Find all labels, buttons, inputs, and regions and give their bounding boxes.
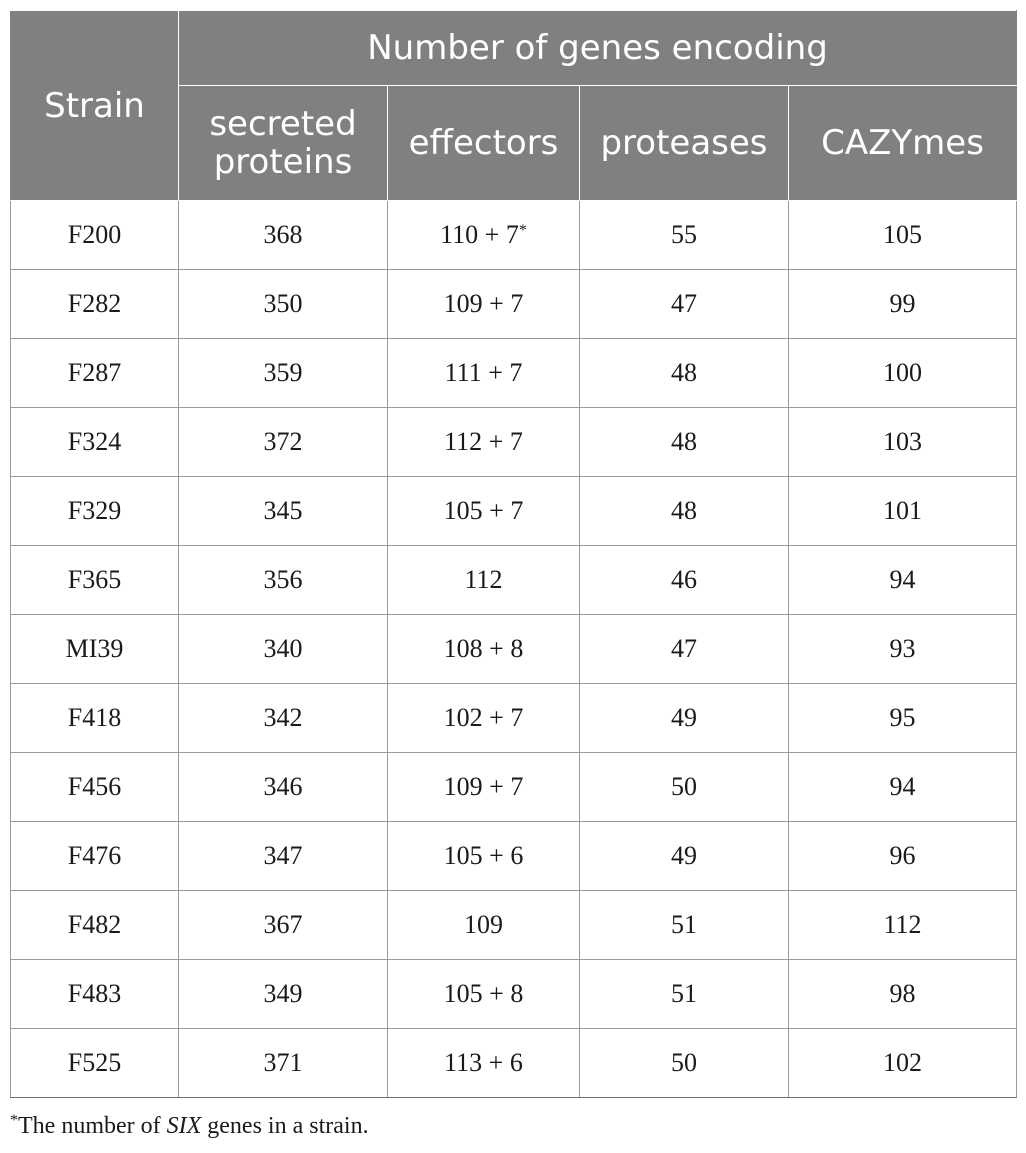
- cell-effectors: [388, 546, 580, 615]
- cell-secreted-proteins-value: 368: [263, 220, 303, 249]
- cell-cazymes-value: 100: [883, 358, 922, 387]
- cell-secreted-proteins: [179, 339, 388, 408]
- cell-proteases-value: 48: [671, 496, 697, 525]
- table-row: [11, 960, 1017, 1029]
- cell-effectors: [388, 477, 580, 546]
- cell-secreted-proteins-value: 347: [263, 841, 303, 870]
- cell-proteases: [580, 753, 789, 822]
- cell-proteases: [580, 546, 789, 615]
- cell-strain-value: F287: [67, 358, 122, 387]
- cell-proteases: [580, 270, 789, 339]
- cell-strain-value: F476: [67, 841, 122, 870]
- cell-strain: [11, 684, 179, 753]
- cell-cazymes: [789, 960, 1017, 1029]
- cell-proteases-value: 48: [671, 427, 697, 456]
- cell-cazymes: [789, 201, 1017, 270]
- cell-effectors: [388, 408, 580, 477]
- cell-proteases-value: 51: [671, 979, 697, 1008]
- cell-effectors: [388, 684, 580, 753]
- footnote-text-before: The number of: [18, 1113, 167, 1139]
- cell-secreted-proteins-value: 342: [263, 703, 303, 732]
- table-row: [11, 1029, 1017, 1098]
- footnote-mark: *: [10, 1112, 18, 1129]
- table-row: [11, 408, 1017, 477]
- cell-cazymes-value: 94: [889, 772, 916, 801]
- cell-strain: [11, 960, 179, 1029]
- header-secreted-proteins: secreted proteins: [179, 86, 388, 201]
- cell-cazymes-value: 99: [889, 289, 916, 318]
- table-row: [11, 891, 1017, 960]
- cell-cazymes-value: 98: [889, 979, 916, 1008]
- cell-cazymes-value: 112: [883, 910, 922, 939]
- cell-effectors: [388, 891, 580, 960]
- cell-secreted-proteins: [179, 891, 388, 960]
- cell-proteases-value: 50: [671, 1048, 697, 1077]
- cell-strain: [11, 477, 179, 546]
- cell-effectors: [388, 1029, 580, 1098]
- footnote: [10, 1112, 369, 1140]
- cell-strain-value: F482: [67, 910, 122, 939]
- table-row: [11, 477, 1017, 546]
- cell-effectors: [388, 822, 580, 891]
- cell-secreted-proteins: [179, 615, 388, 684]
- cell-secreted-proteins-value: 349: [263, 979, 303, 1008]
- cell-proteases-value: 47: [671, 634, 697, 663]
- cell-secreted-proteins: [179, 822, 388, 891]
- cell-proteases: [580, 684, 789, 753]
- cell-effectors-value: 105 + 7: [443, 496, 524, 525]
- cell-effectors-value: 102 + 7: [443, 703, 524, 732]
- cell-cazymes-value: 103: [883, 427, 922, 456]
- table-row: [11, 684, 1017, 753]
- cell-strain-value: F365: [67, 565, 122, 594]
- cell-proteases: [580, 615, 789, 684]
- cell-proteases: [580, 1029, 789, 1098]
- cell-secreted-proteins: [179, 408, 388, 477]
- cell-effectors-value: 110 + 7: [440, 220, 519, 249]
- cell-secreted-proteins-value: 345: [263, 496, 303, 525]
- header-cazymes: CAZYmes: [789, 86, 1017, 201]
- cell-proteases: [580, 408, 789, 477]
- cell-effectors-value: 105 + 8: [443, 979, 524, 1008]
- table-row: [11, 753, 1017, 822]
- header-group: Number of genes encoding: [179, 11, 1017, 86]
- cell-proteases-value: 47: [671, 289, 697, 318]
- cell-strain: [11, 891, 179, 960]
- cell-cazymes-value: 96: [889, 841, 916, 870]
- cell-cazymes-value: 105: [883, 220, 922, 249]
- cell-proteases-value: 55: [671, 220, 697, 249]
- cell-effectors-value: 113 + 6: [444, 1048, 523, 1077]
- cell-cazymes: [789, 891, 1017, 960]
- cell-cazymes: [789, 477, 1017, 546]
- cell-secreted-proteins: [179, 546, 388, 615]
- table-row: [11, 615, 1017, 684]
- cell-secreted-proteins: [179, 684, 388, 753]
- cell-effectors: [388, 960, 580, 1029]
- cell-proteases: [580, 822, 789, 891]
- cell-proteases-value: 49: [671, 841, 697, 870]
- cell-strain: [11, 270, 179, 339]
- cell-cazymes: [789, 408, 1017, 477]
- cell-secreted-proteins: [179, 477, 388, 546]
- table-body: [11, 201, 1017, 1098]
- cell-strain-value: F418: [67, 703, 122, 732]
- cell-cazymes: [789, 339, 1017, 408]
- cell-effectors-value: 109 + 7: [443, 289, 524, 318]
- cell-proteases: [580, 339, 789, 408]
- cell-effectors: [388, 753, 580, 822]
- cell-proteases: [580, 201, 789, 270]
- cell-proteases: [580, 960, 789, 1029]
- cell-effectors: [388, 615, 580, 684]
- cell-effectors: [388, 201, 580, 270]
- header-proteases: proteases: [580, 86, 789, 201]
- cell-effectors: [388, 270, 580, 339]
- header-effectors: effectors: [388, 86, 580, 201]
- cell-strain-value: F525: [67, 1048, 122, 1077]
- cell-proteases-value: 48: [671, 358, 697, 387]
- cell-strain: [11, 822, 179, 891]
- table-header: [11, 11, 1017, 201]
- cell-strain-value: F456: [67, 772, 122, 801]
- cell-cazymes-value: 101: [883, 496, 922, 525]
- cell-strain-value: F324: [67, 427, 122, 456]
- cell-secreted-proteins-value: 356: [263, 565, 303, 594]
- cell-secreted-proteins-value: 367: [263, 910, 303, 939]
- table-row: [11, 270, 1017, 339]
- cell-effectors-value: 109 + 7: [443, 772, 524, 801]
- cell-proteases: [580, 891, 789, 960]
- cell-proteases-value: 50: [671, 772, 697, 801]
- cell-cazymes-value: 95: [889, 703, 916, 732]
- cell-effectors: [388, 339, 580, 408]
- cell-strain-value: F329: [67, 496, 122, 525]
- cell-effectors-value: 112: [464, 565, 503, 594]
- cell-strain: [11, 201, 179, 270]
- effectors-footnote-mark: *: [518, 222, 527, 239]
- table-row: [11, 546, 1017, 615]
- cell-cazymes: [789, 753, 1017, 822]
- cell-effectors-value: 105 + 6: [443, 841, 524, 870]
- cell-proteases-value: 49: [671, 703, 697, 732]
- data-table-container: [10, 10, 1016, 1098]
- cell-strain: [11, 339, 179, 408]
- footnote-italic: SIX: [166, 1113, 202, 1139]
- cell-strain-value: F282: [67, 289, 122, 318]
- cell-secreted-proteins: [179, 960, 388, 1029]
- cell-cazymes-value: 102: [883, 1048, 922, 1077]
- cell-strain-value: F200: [67, 220, 122, 249]
- cell-proteases-value: 51: [671, 910, 697, 939]
- cell-secreted-proteins: [179, 753, 388, 822]
- cell-proteases-value: 46: [671, 565, 697, 594]
- cell-strain-value: MI39: [65, 634, 124, 663]
- cell-secreted-proteins-value: 372: [263, 427, 303, 456]
- table-row: [11, 201, 1017, 270]
- cell-secreted-proteins: [179, 201, 388, 270]
- header-strain: Strain: [11, 11, 179, 201]
- cell-strain: [11, 408, 179, 477]
- cell-strain-value: F483: [67, 979, 122, 1008]
- cell-secreted-proteins-value: 346: [263, 772, 303, 801]
- cell-effectors-value: 112 + 7: [444, 427, 523, 456]
- cell-secreted-proteins-value: 359: [263, 358, 303, 387]
- cell-secreted-proteins-value: 340: [263, 634, 303, 663]
- cell-cazymes: [789, 822, 1017, 891]
- cell-effectors-value: 108 + 8: [443, 634, 524, 663]
- footnote-text-after: genes in a strain.: [201, 1113, 369, 1139]
- cell-cazymes: [789, 270, 1017, 339]
- cell-effectors-value: 109: [464, 910, 503, 939]
- cell-cazymes: [789, 546, 1017, 615]
- cell-secreted-proteins: [179, 270, 388, 339]
- cell-cazymes-value: 93: [889, 634, 916, 663]
- table-row: [11, 339, 1017, 408]
- cell-proteases: [580, 477, 789, 546]
- cell-secreted-proteins-value: 371: [263, 1048, 303, 1077]
- cell-strain: [11, 615, 179, 684]
- table-row: [11, 822, 1017, 891]
- cell-secreted-proteins: [179, 1029, 388, 1098]
- cell-strain: [11, 1029, 179, 1098]
- cell-cazymes: [789, 1029, 1017, 1098]
- cell-cazymes-value: 94: [889, 565, 916, 594]
- cell-strain: [11, 546, 179, 615]
- cell-secreted-proteins-value: 350: [263, 289, 303, 318]
- cell-cazymes: [789, 615, 1017, 684]
- cell-cazymes: [789, 684, 1017, 753]
- genes-table: [10, 10, 1017, 1098]
- cell-effectors-value: 111 + 7: [444, 358, 523, 387]
- cell-strain: [11, 753, 179, 822]
